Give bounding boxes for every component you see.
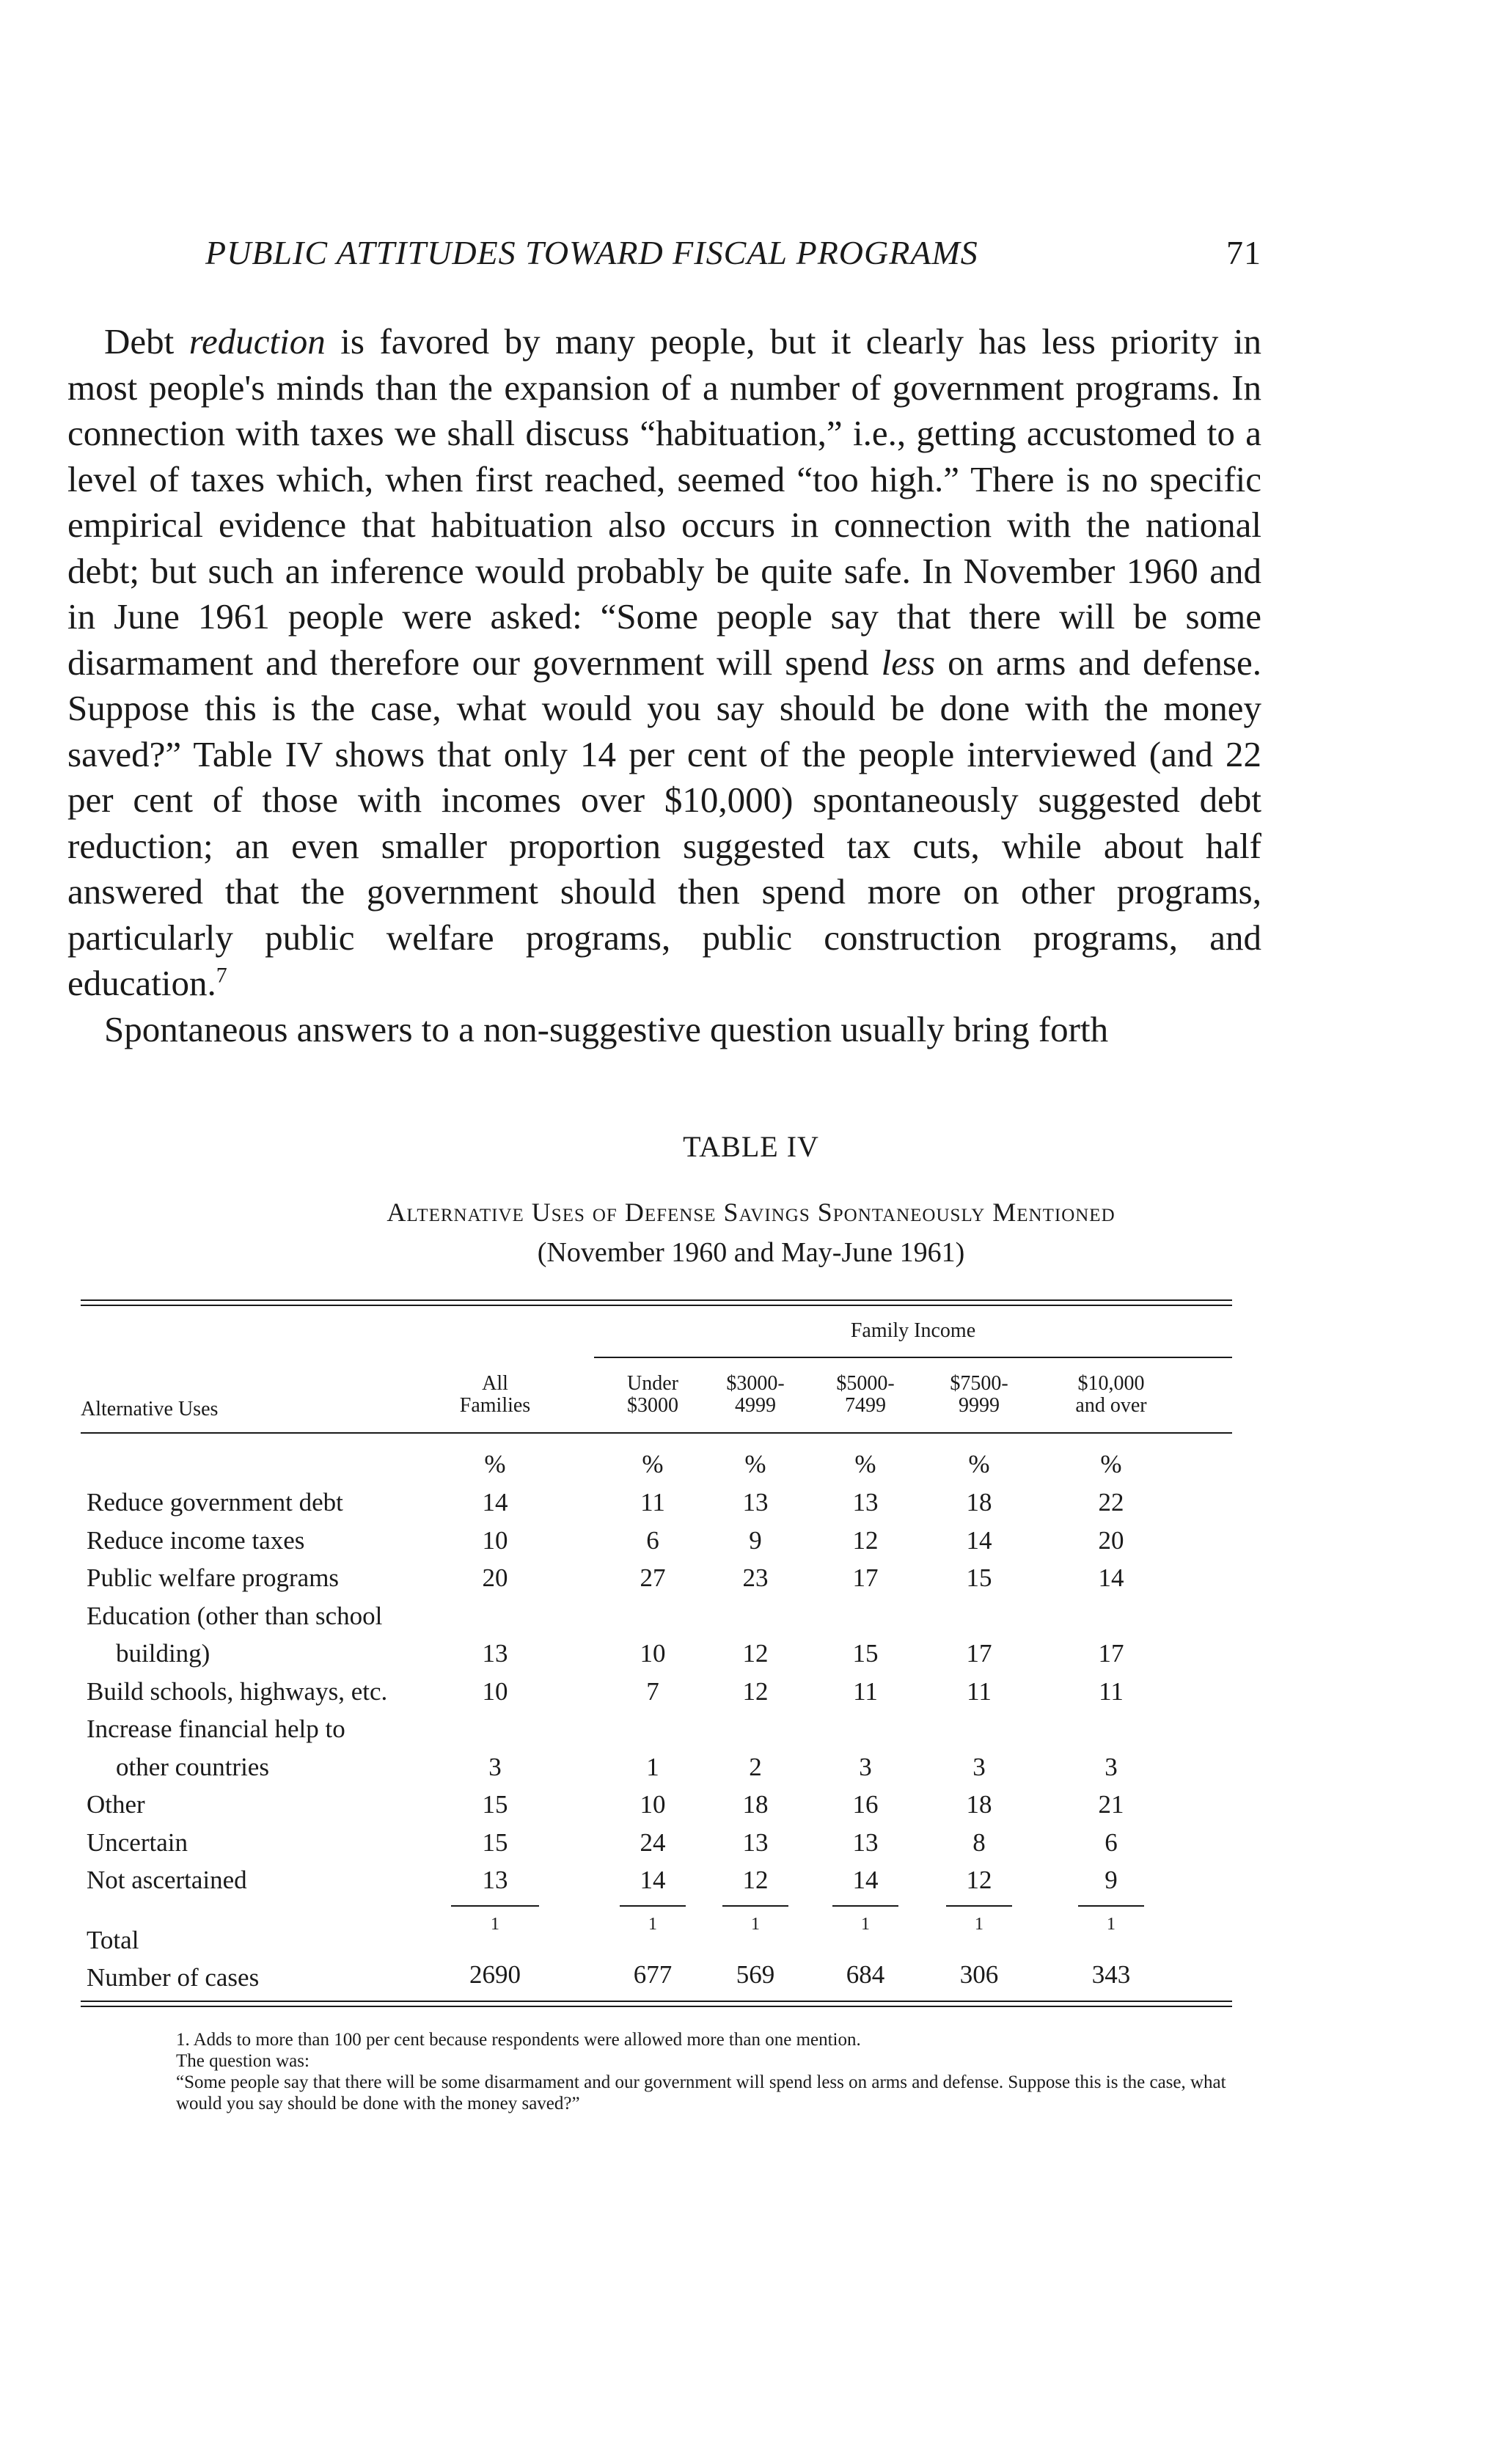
- table-subtitle: (November 1960 and May-June 1961): [537, 1237, 965, 1268]
- cases-value: 677: [633, 1960, 673, 1989]
- table-number: TABLE IV: [683, 1130, 819, 1163]
- percent-sign: %: [744, 1450, 766, 1478]
- col-header-alternative-uses: Alternative Uses: [81, 1398, 219, 1420]
- table-cell: 10: [640, 1790, 666, 1819]
- table-cell: 6: [1104, 1827, 1118, 1857]
- total-rule: [451, 1905, 539, 1907]
- table-cell: 12: [742, 1639, 769, 1668]
- table-cell: 17: [1098, 1639, 1124, 1668]
- footnote-question-label: The question was:: [176, 2051, 309, 2071]
- table-cell: 10: [482, 1525, 508, 1555]
- cases-value: 343: [1091, 1960, 1131, 1989]
- cases-value: 306: [959, 1960, 999, 1989]
- percent-sign: %: [1100, 1450, 1122, 1478]
- total-rule: [722, 1905, 788, 1907]
- emphasis-less: less: [881, 642, 936, 683]
- cases-label: Number of cases: [87, 1963, 260, 1992]
- table-cell: 14: [852, 1866, 879, 1894]
- table-cell: 3: [488, 1752, 502, 1781]
- table-cell: 20: [482, 1563, 508, 1592]
- table-cell: 15: [482, 1790, 508, 1819]
- table-cell: 21: [1098, 1790, 1124, 1819]
- table-cell: 3: [972, 1752, 986, 1781]
- total-rule: [1078, 1905, 1144, 1907]
- table-cell: 16: [852, 1790, 879, 1819]
- col-header-3-line1: $5000-: [836, 1372, 895, 1395]
- percent-sign: %: [484, 1450, 506, 1478]
- col-header-2-line1: $3000-: [726, 1372, 785, 1395]
- spanner-rule: [594, 1357, 1232, 1358]
- percent-sign: %: [642, 1450, 664, 1478]
- table-cell: 11: [967, 1676, 992, 1706]
- total-value: 1: [491, 1915, 499, 1934]
- table-cell: 14: [640, 1866, 666, 1894]
- row-label: Reduce income taxes: [87, 1525, 305, 1555]
- row-label: Increase financial help to: [87, 1715, 345, 1743]
- col-header-0-line2: Families: [459, 1394, 531, 1417]
- table-cell: 11: [1099, 1676, 1124, 1706]
- table-cell: 3: [859, 1752, 872, 1781]
- paragraph-2: Spontaneous answers to a non-suggestive question usually bring forth: [104, 1008, 1109, 1049]
- table-cell: 12: [742, 1676, 769, 1706]
- table-cell: 3: [1104, 1752, 1118, 1781]
- row-label: Other: [87, 1790, 145, 1819]
- family-income-spanner: Family Income: [850, 1319, 976, 1342]
- row-label: Uncertain: [87, 1827, 188, 1857]
- table-cell: 13: [482, 1866, 508, 1894]
- table-cell: 11: [853, 1676, 878, 1706]
- paragraph-1: Debt reduction is favored by many people, but it clearly has less priority in most people's minds than the expansion of a number of government programs. In connection with taxes we shall discuss “habituation,” i.e., getting accustomed to a level of taxes which, when first reached, seemed “too high.” There is no specific empirical evidence that habituation also occurs in connection with the national debt; but such an inference would probably be quite safe. In November 1960 and in June 1961 people were asked: “Some people say that there will be some disarmament and therefore our government will spend less on arms and defense. Suppose this is the case, what would you say should be done with the money saved?” Table IV shows that only 14 per cent of the people interviewed (and 22 per cent of those with incomes over $10,000) spontaneously suggested debt reduction; an even smaller proportion suggested tax cuts, while about half answered that the government should then spend more on other programs, particularly public welfare programs, public construction programs, and education.$^7$: [67, 321, 1261, 1003]
- row-label: Not ascertained: [87, 1866, 247, 1894]
- table-cell: 12: [852, 1525, 879, 1555]
- total-value: 1: [1107, 1915, 1115, 1934]
- col-header-2-line2: 4999: [735, 1394, 776, 1417]
- table-cell: 18: [742, 1790, 769, 1819]
- table-cell: 11: [640, 1488, 665, 1517]
- table-footnotes: [176, 2029, 1261, 2114]
- table-cell: 15: [966, 1563, 992, 1592]
- table-cell: 12: [742, 1866, 769, 1894]
- table-cell: 13: [852, 1827, 879, 1857]
- running-head-title: PUBLIC ATTITUDES TOWARD FISCAL PROGRAMS: [205, 234, 978, 271]
- table-cell: 17: [852, 1563, 879, 1592]
- table-cell: 2: [749, 1752, 762, 1781]
- total-rule: [620, 1905, 686, 1907]
- cases-value: 569: [736, 1960, 775, 1989]
- total-rule: [832, 1905, 898, 1907]
- table-cell: 17: [966, 1639, 992, 1668]
- table-cell: 13: [742, 1488, 769, 1517]
- col-header-3-line2: 7499: [845, 1394, 886, 1417]
- col-header-5-line1: $10,000: [1077, 1372, 1145, 1395]
- table-cell: 7: [646, 1676, 659, 1706]
- page-number: 71: [1226, 234, 1261, 271]
- percent-sign: %: [968, 1450, 990, 1478]
- row-label: Reduce government debt: [87, 1488, 343, 1517]
- footnote-ref: 7: [216, 963, 227, 988]
- percent-sign: %: [854, 1450, 876, 1478]
- table-top-rule: [81, 1299, 1232, 1301]
- footnote-1: 1. Adds to more than 100 per cent because respondents were allowed more than one mention.: [176, 2030, 861, 2050]
- table-cell: 10: [482, 1676, 508, 1706]
- total-label: Total: [87, 1926, 139, 1954]
- table-cell: 22: [1098, 1488, 1124, 1517]
- total-value: 1: [751, 1915, 760, 1934]
- table-bottom-rule: [81, 2001, 1232, 2002]
- table-title: Alternative Uses of Defense Savings Spontaneously Mentioned: [387, 1198, 1115, 1227]
- table-cell: 13: [852, 1488, 879, 1517]
- table-cell: 13: [742, 1827, 769, 1857]
- cases-value: 2690: [469, 1960, 521, 1989]
- table-cell: 14: [1098, 1563, 1124, 1592]
- table-top-rule-2: [81, 1305, 1232, 1306]
- total-value: 1: [648, 1915, 657, 1934]
- table-cell: 13: [482, 1639, 508, 1668]
- table-cell: 6: [646, 1525, 659, 1555]
- table-cell: 1: [646, 1752, 659, 1781]
- table-cell: 24: [640, 1827, 666, 1857]
- row-label: Education (other than school: [87, 1601, 383, 1630]
- table-cell: 14: [966, 1525, 992, 1555]
- total-value: 1: [861, 1915, 870, 1934]
- table-cell: 9: [1104, 1866, 1118, 1894]
- col-header-0-line1: All: [482, 1372, 508, 1395]
- col-header-1-line1: Under: [627, 1372, 678, 1395]
- table-cell: 15: [482, 1827, 508, 1857]
- table-cell: 8: [972, 1827, 986, 1857]
- footnote-question-text: “Some people say that there will be some disarmament and our government will spend less on arms and defense. Suppose this is the case, what would you say should be done with the money saved?”: [176, 2072, 1226, 2113]
- col-header-1-line2: $3000: [627, 1394, 678, 1417]
- col-header-4-line2: 9999: [959, 1394, 1000, 1417]
- body-text: [67, 319, 1261, 1052]
- header-bottom-rule: [81, 1432, 1232, 1434]
- cases-value: 684: [846, 1960, 885, 1989]
- table-cell: 18: [966, 1488, 992, 1517]
- table-bottom-rule-2: [81, 2006, 1232, 2007]
- total-rule: [946, 1905, 1012, 1907]
- row-label: Public welfare programs: [87, 1563, 340, 1592]
- table-cell: 27: [640, 1563, 666, 1592]
- table-cell: 20: [1098, 1525, 1124, 1555]
- col-header-5-line2: and over: [1075, 1394, 1147, 1417]
- total-value: 1: [975, 1915, 983, 1934]
- row-label-continued: other countries: [116, 1752, 269, 1781]
- table-cell: 23: [742, 1563, 769, 1592]
- table-cell: 9: [749, 1525, 762, 1555]
- row-label: Build schools, highways, etc.: [87, 1676, 388, 1706]
- table-cell: 14: [482, 1488, 508, 1517]
- table-cell: 15: [852, 1639, 879, 1668]
- table-cell: 12: [966, 1866, 992, 1894]
- row-label-continued: building): [116, 1639, 210, 1668]
- emphasis-reduction: reduction: [188, 321, 326, 362]
- col-header-4-line1: $7500-: [950, 1372, 1008, 1395]
- table-cell: 10: [640, 1639, 666, 1668]
- table-cell: 18: [966, 1790, 992, 1819]
